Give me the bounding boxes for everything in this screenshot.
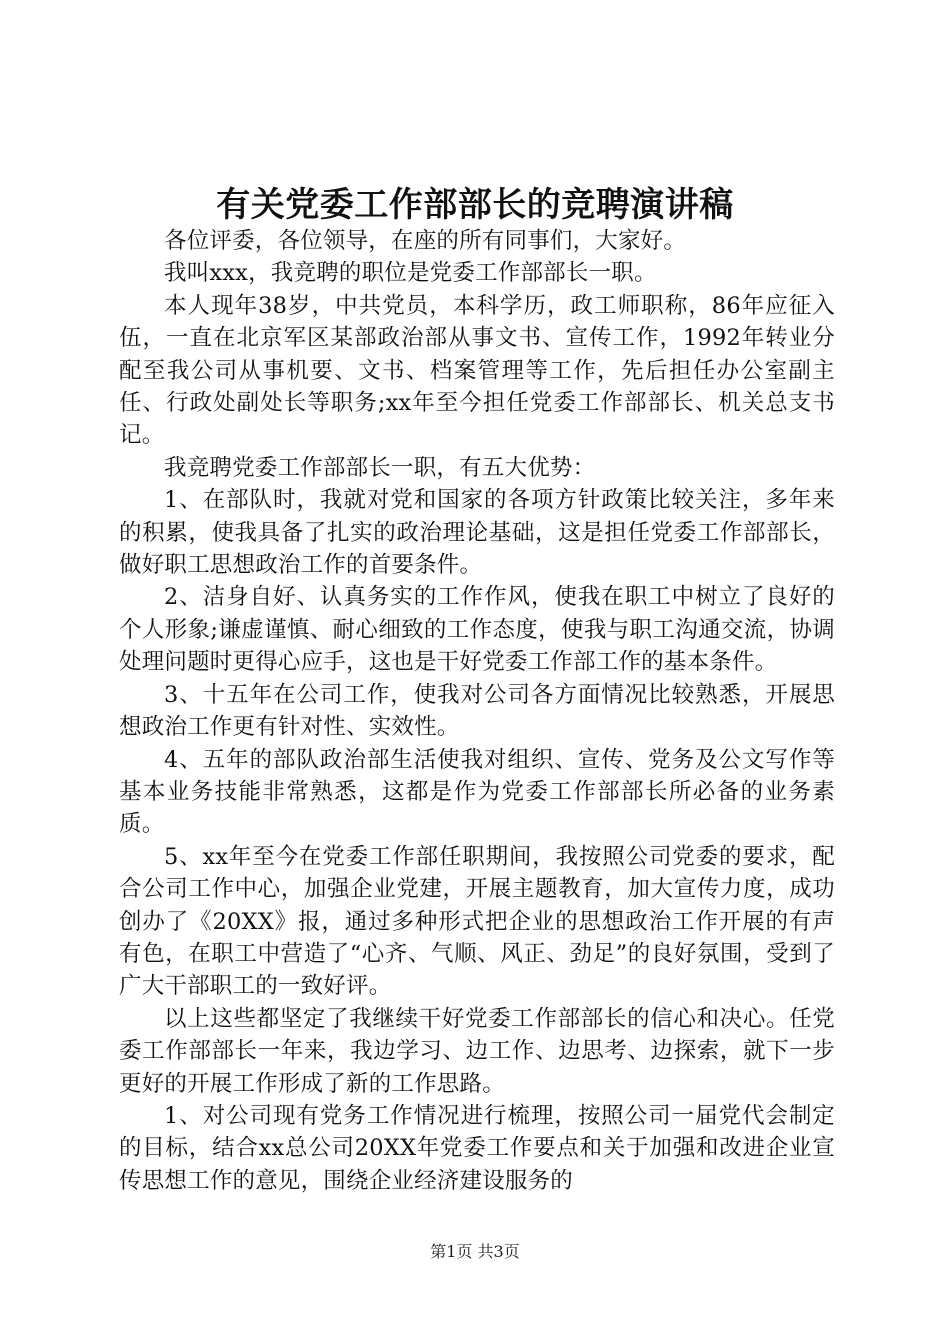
paragraph: 1、对公司现有党务工作情况进行梳理，按照公司一届党代会制定的目标，结合xx总公司20XX年党委工作要点和关于加强和改进企业宣传思想工作的意见，围绕企业经济建设服务的 xyxy=(119,1102,835,1194)
paragraph: 本人现年38岁，中共党员，本科学历，政工师职称，86年应征入伍，一直在北京军区某部政治部从事文书、宣传工作，1992年转业分配至我公司从事机要、文书、档案管理等工作，先后担任办公室副主任、行政处副处长等职务;xx年至今担任党委工作部部长、机关总支书记。 xyxy=(119,292,835,449)
paragraph: 5、xx年至今在党委工作部任职期间，我按照公司党委的要求，配合公司工作中心，加强企业党建，开展主题教育，加大宣传力度，成功创办了《20XX》报，通过多种形式把企业的思想政治工作开展的有声有色，在职工中营造了“心齐、气顺、风正、劲足”的良好氛围，受到了广大干部职工的一致好评。 xyxy=(119,843,835,1000)
paragraph: 1、在部队时，我就对党和国家的各项方针政策比较关注，多年来的积累，使我具备了扎实的政治理论基础，这是担任党委工作部部长，做好职工思想政治工作的首要条件。 xyxy=(119,487,835,579)
document-title: 有关党委工作部部长的竞聘演讲稿 xyxy=(216,185,734,225)
paragraph: 各位评委，各位领导，在座的所有同事们，大家好。 xyxy=(164,228,687,254)
paragraph: 3、十五年在公司工作，使我对公司各方面情况比较熟悉，开展思想政治工作更有针对性、实效性。 xyxy=(119,681,835,741)
paragraph: 我叫xxx，我竞聘的职位是党委工作部部长一职。 xyxy=(164,260,657,287)
paragraph: 以上这些都坚定了我继续干好党委工作部部长的信心和决心。任党委工作部部长一年来，我边学习、边工作、边思考、边探索，就下一步更好的开展工作形成了新的工作思路。 xyxy=(119,1005,835,1097)
paragraph: 我竞聘党委工作部部长一职，有五大优势： xyxy=(164,454,596,481)
document-body xyxy=(119,225,835,1197)
paragraph: 2、洁身自好、认真务实的工作作风，使我在职工中树立了良好的个人形象;谦虚谨慎、耐心细致的工作态度，使我与职工沟通交流，协调处理问题时更得心应手，这也是干好党委工作部工作的基本条件。 xyxy=(119,584,835,676)
paragraph: 4、五年的部队政治部生活使我对组织、宣传、党务及公文写作等基本业务技能非常熟悉，这都是作为党委工作部部长所必备的业务素质。 xyxy=(119,746,835,838)
page-footer: 第1页 共3页 xyxy=(430,1242,520,1261)
